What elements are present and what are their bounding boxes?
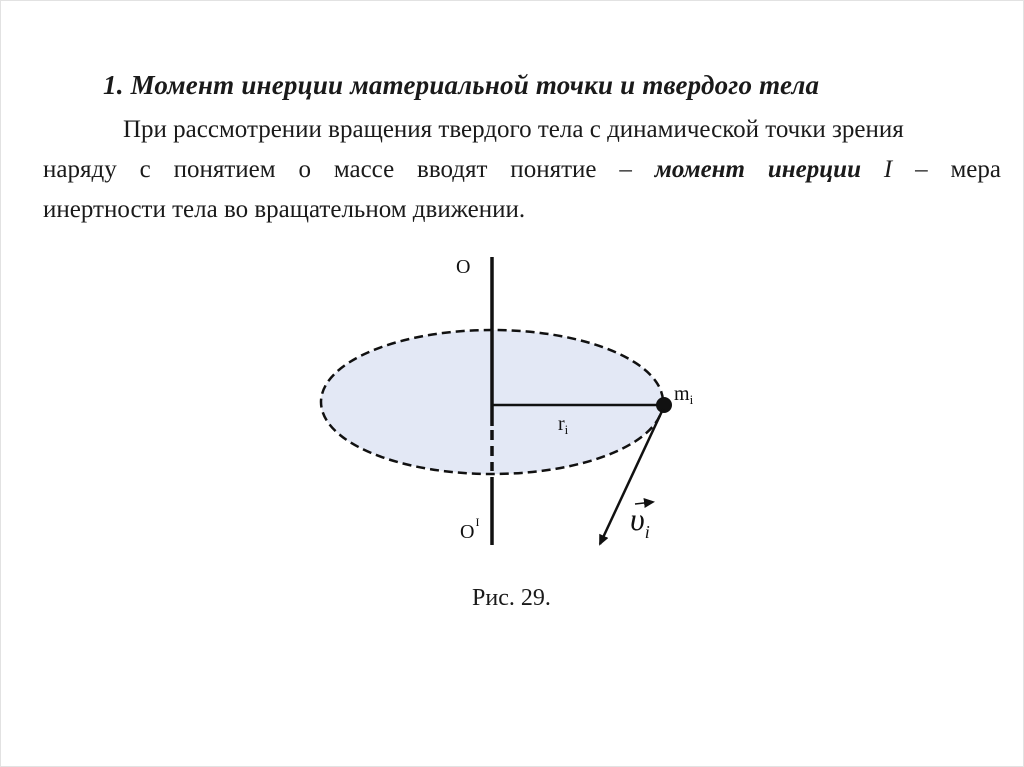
axis-top-label: O <box>456 256 471 278</box>
radius-subscript: i <box>564 422 569 437</box>
rotation-figure <box>300 245 740 575</box>
body-paragraph <box>43 110 1001 230</box>
rotation-diagram <box>300 245 740 575</box>
axis-bottom-prime: I <box>475 515 480 529</box>
paragraph-line-3: инертности тела во вращательном движении. <box>43 196 526 223</box>
radius-letter: r <box>558 413 565 435</box>
section-heading: 1. Момент инерции материальной точки и твердого тела <box>103 70 820 100</box>
velocity-label <box>630 501 650 542</box>
figure-caption: Рис. 29. <box>472 585 551 611</box>
paragraph-line-1: При рассмотрении вращения твердого тела с динамической точки зрения <box>123 116 904 143</box>
mass-label <box>674 383 694 407</box>
velocity-subscript: i <box>644 522 650 542</box>
axis-bottom-letter: O <box>460 521 475 543</box>
paragraph-line-2-start: наряду с понятием о массе вводят понятие – <box>43 156 632 183</box>
paragraph-line-2 <box>43 150 1001 190</box>
axis-bottom-label <box>460 515 479 543</box>
paragraph-line-2-end: – мера <box>915 156 1001 183</box>
symbol-I: I <box>883 156 893 183</box>
material-point <box>656 397 672 413</box>
mass-subscript: i <box>689 392 694 407</box>
velocity-letter: υ <box>630 501 645 537</box>
term-moment-of-inertia: момент инерции <box>654 156 861 183</box>
mass-letter: m <box>674 383 690 405</box>
